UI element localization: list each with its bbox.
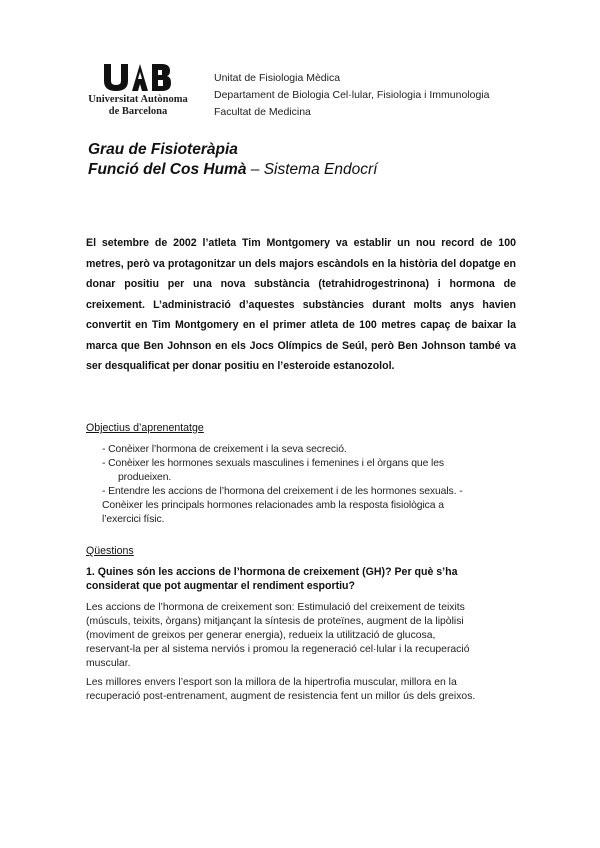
title-degree: Grau de Fisioteràpia xyxy=(88,141,238,158)
objective-line: - Conèixer les hormones sexuals masculines i femenines i el òrgans que les xyxy=(102,458,445,469)
logo-university-name: Universitat Autònoma xyxy=(88,94,188,105)
logo-university-city: de Barcelona xyxy=(108,106,168,117)
answer-line: reservant-la per al sistema nerviós i promou la regeneració cel·lular i la recuperació xyxy=(86,644,470,655)
objectives-heading: Objectius d’aprenentatge xyxy=(86,422,204,434)
objectives-list xyxy=(102,443,522,527)
answer-line: Les accions de l’hormona de creixement son: Estimulació del creixement de teixits xyxy=(86,602,465,613)
document-title xyxy=(88,140,377,180)
unit-name: Unitat de Fisiologia Mèdica xyxy=(214,72,341,84)
answer-1-paragraph-1 xyxy=(86,601,516,671)
uab-logo-mark xyxy=(102,62,172,92)
objective-line: produeixen. xyxy=(118,472,172,483)
title-course-name: Funció del Cos Humà xyxy=(88,161,247,178)
objective-line: l’exercici físic. xyxy=(102,514,165,525)
answer-1-paragraph-2 xyxy=(86,676,516,704)
question-1-line: 1. Quines són les accions de l’hormona de creixement (GH)? Per què s’ha xyxy=(86,566,458,578)
title-course xyxy=(88,160,377,180)
questions-heading: Qüestions xyxy=(86,545,134,557)
objective-line: Conèixer les principals hormones relacionades amb la resposta fisiològica a xyxy=(102,500,444,511)
answer-line: (moviment de greixos per generar energia), redueix la utilització de glucosa, xyxy=(86,630,436,641)
faculty-name: Facultat de Medicina xyxy=(214,106,311,118)
answer-line: muscular. xyxy=(86,658,131,669)
header-info xyxy=(214,70,489,121)
question-1-line: considerat que pot augmentar el rendiment esportiu? xyxy=(86,580,356,592)
answer-line: (músculs, teixits, òrgans) mitjançant la síntesis de proteïnes, augment de la lipòlisi xyxy=(86,616,464,627)
uab-logo xyxy=(86,60,190,118)
question-1 xyxy=(86,565,516,593)
answer-line: recuperació post-entrenament, augment de resistencia fent un millor ús dels greixos. xyxy=(86,691,476,702)
title-course-topic: – Sistema Endocrí xyxy=(246,161,378,178)
answer-line: Les millores envers l’esport son la millora de la hipertrofia muscular, millora en la xyxy=(86,677,457,688)
objective-line: - Entendre les accions de l’hormona del creixement i de les hormones sexuals. - xyxy=(102,486,463,497)
department-name: Departament de Biologia Cel·lular, Fisiologia i Immunologia xyxy=(214,89,490,101)
intro-paragraph: El setembre de 2002 l’atleta Tim Montgomery va establir un nou record de 100 metres, però va protagonitzar un dels majors escàndols en la història del dopatge en donar positiu per una nova substància (tetrahidrogestrinona) i hormona de creixement. L’administració d’aquestes substàncies durant molts anys havien convertit en Tim Montgomery en el primer atleta de 100 metres capaç de baixar la marca que Ben Johnson en els Jocs Olímpics de Seúl, però Ben Johnson també va ser desqualificat per donar positiu en l’esteroide estanozolol. xyxy=(86,237,516,372)
objective-line: - Conèixer l’hormona de creixement i la seva secreció. xyxy=(102,444,347,455)
